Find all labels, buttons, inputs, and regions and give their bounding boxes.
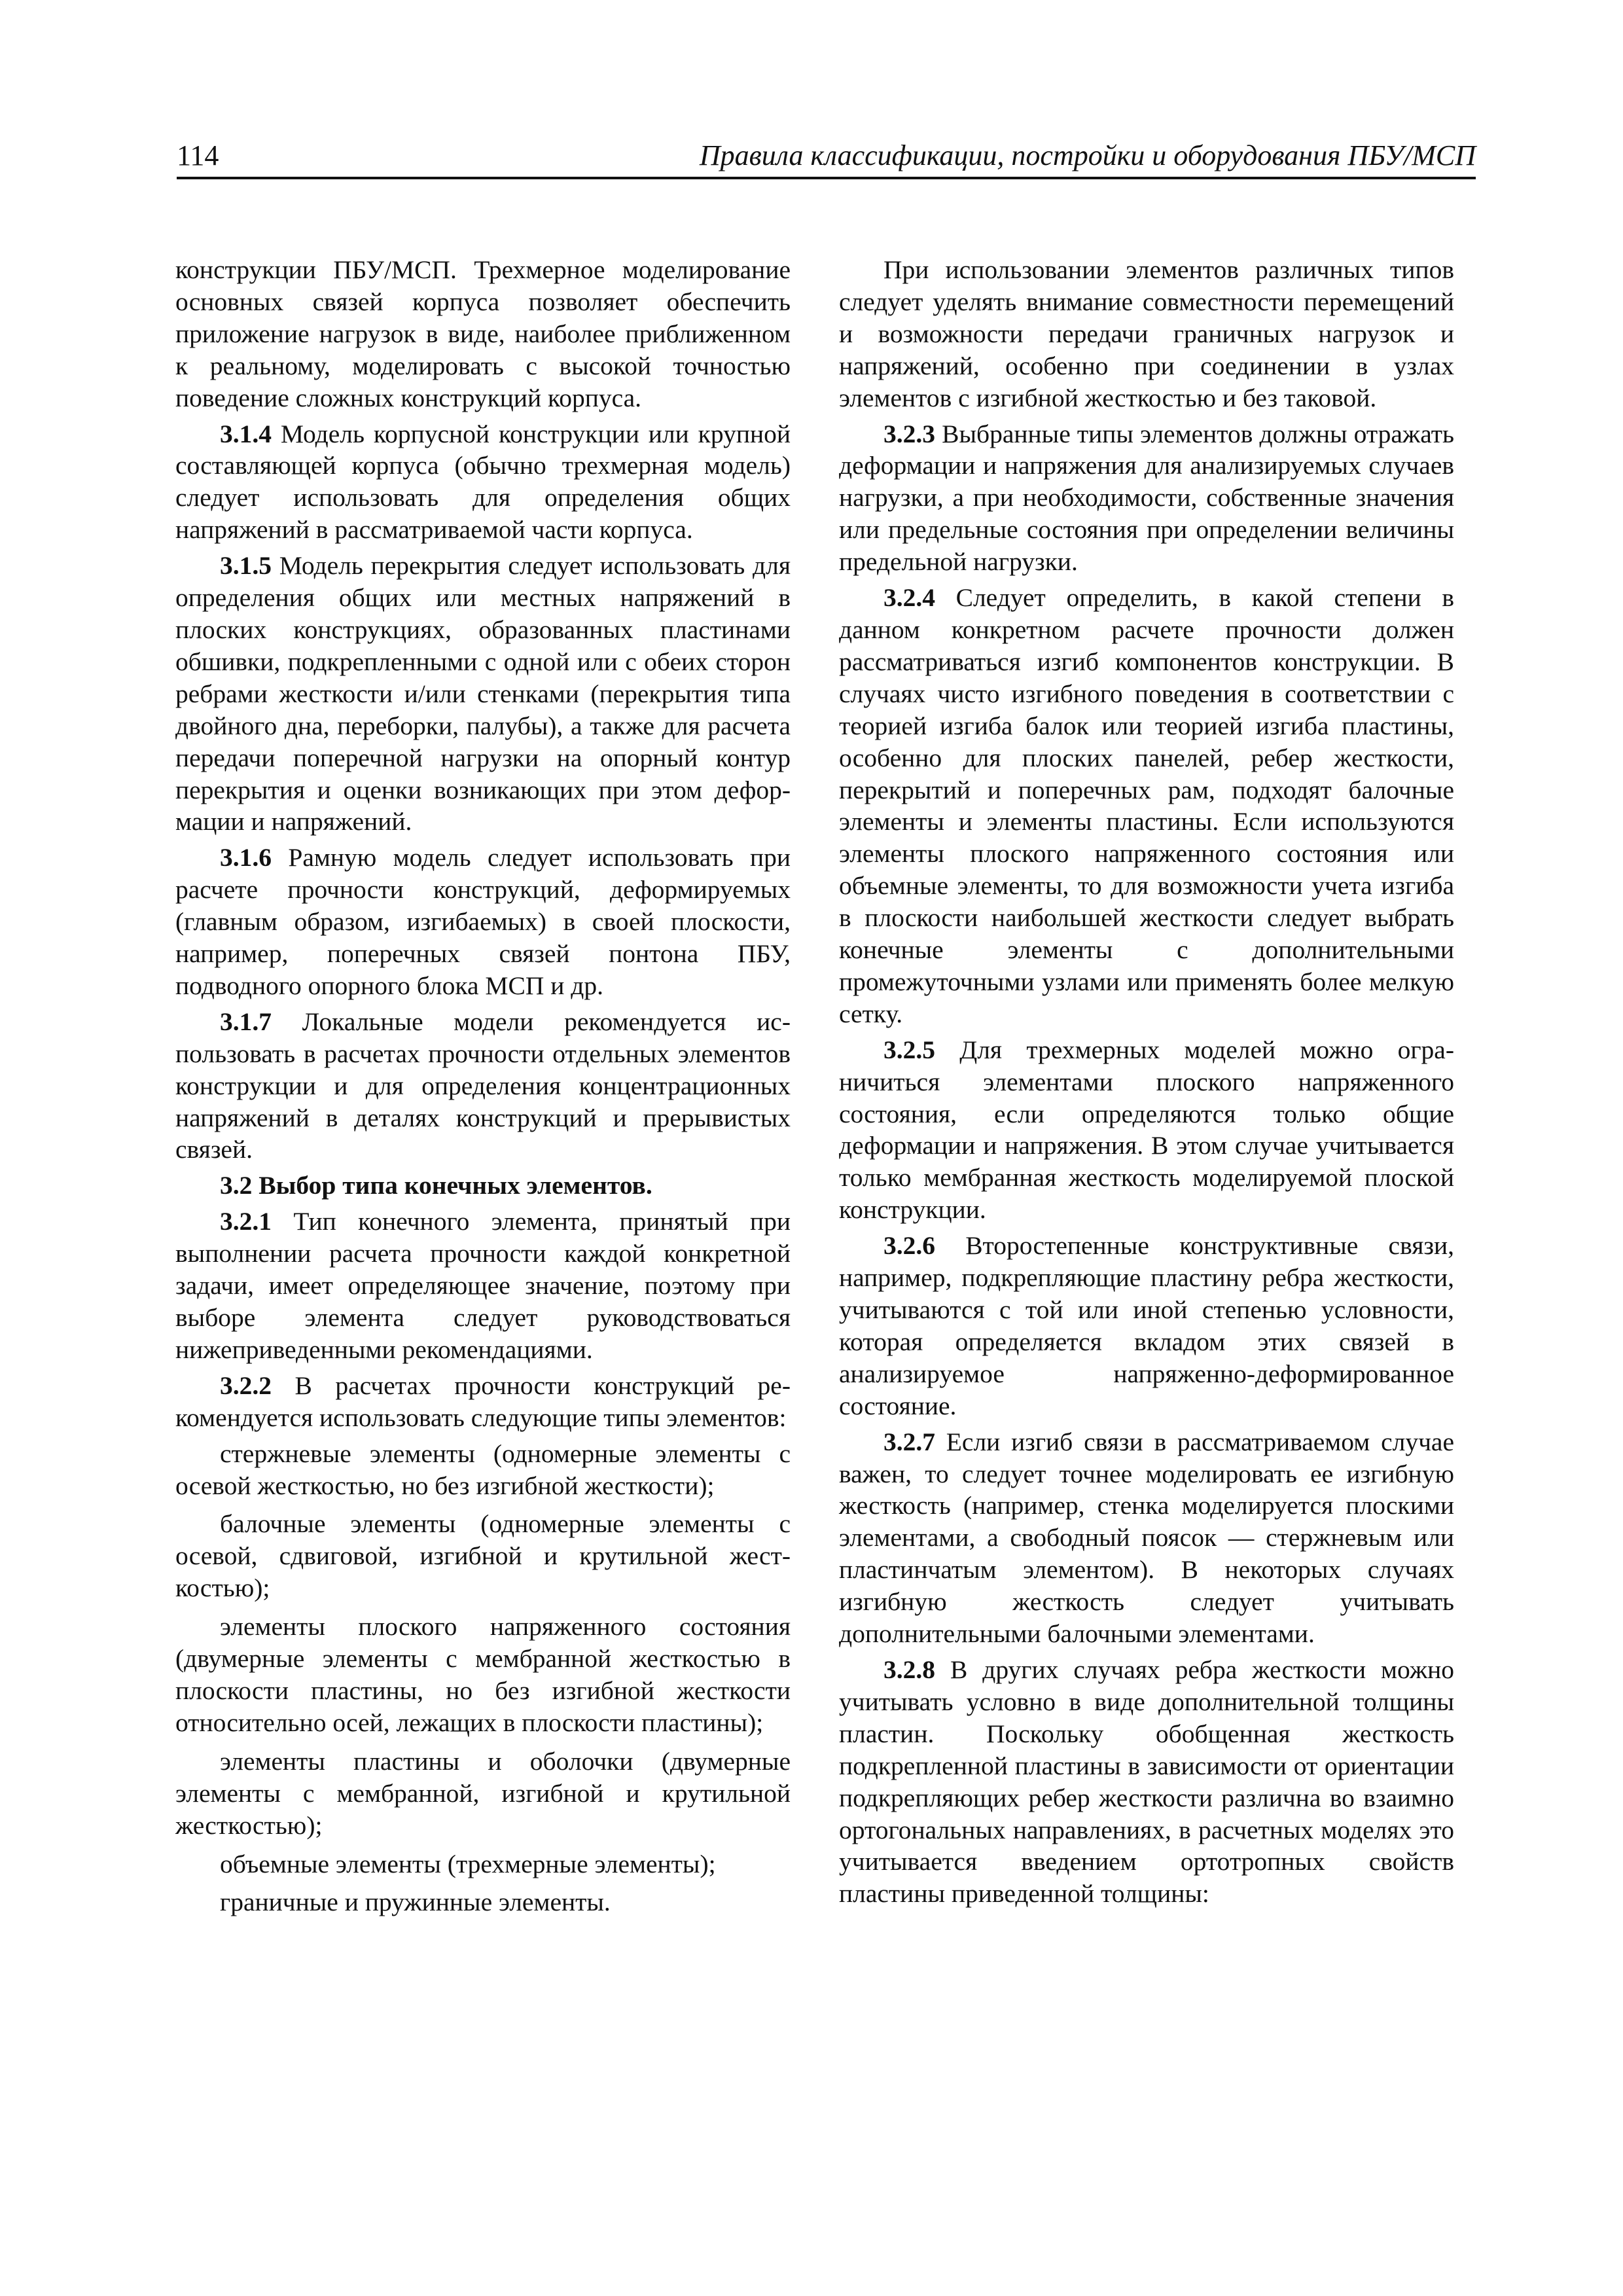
paragraph-3-2-3 — [839, 418, 1454, 579]
paragraph-3-2-8 — [839, 1654, 1454, 1910]
section-heading: 3.2 Выбор типа конечных элементов. — [220, 1171, 652, 1200]
clause-text: Для трехмерных моделей можно ограничиться элементами плоского напряженного состояния, если определяются только общие деформации и напряжения. В этом случае учитывается только мембранная жесткость моделируемой плоской конструкции. — [839, 1035, 1454, 1225]
list-item: граничные и пружинные элементы. — [220, 1888, 611, 1917]
clause-number: 3.1.6 — [220, 843, 272, 872]
clause-number: 3.2.3 — [883, 419, 935, 448]
paragraph: конструкции ПБУ/МСП. Трехмерное моделирование основных связей корпуса позволяет обеспечить приложение нагрузок в виде, наиболее приближенном к реальному, моделировать с высокой точностью поведение сложных конструкций корпуса. — [175, 255, 791, 412]
paragraph-3-2-6 — [839, 1230, 1454, 1422]
page-number: 114 — [177, 139, 219, 171]
clause-number: 3.2.4 — [883, 583, 935, 613]
clause-text: Модель корпусной конструкции или крупной составляющей корпуса (обычно трехмерная модель) следует использовать для определения общих напряжений в рассматриваемой части корпуса. — [175, 419, 791, 545]
paragraph-3-2-7 — [839, 1426, 1454, 1650]
clause-text: В расчетах прочности конструкций рекомендуется использовать следующие типы элементов: — [175, 1371, 791, 1432]
paragraph-3-1-4 — [175, 418, 791, 547]
clause-number: 3.2.5 — [883, 1035, 935, 1064]
list-item: элементы пластины и оболочки (двумерные элементы с мембранной, изгибной и крутильной жесткостью); — [175, 1746, 791, 1840]
clause-text: Если изгиб связи в рассматриваемом случае важен, то следует точнее моделировать ее изгибную жесткость (например, стенка моделируется плоскими элементами, а свободный поясок — стержневым или пластинчатым элементом). В некоторых случаях изгибную жесткость следует учитывать дополнительными балочными элементами. — [839, 1427, 1454, 1649]
list-item: стержневые элементы (одномерные элементы с осевой жесткостью, но без изгибной жесткости); — [175, 1439, 791, 1500]
paragraph-3-2-2 — [175, 1370, 791, 1434]
clause-number: 3.2.1 — [220, 1207, 272, 1236]
list-item: балочные элементы (одномерные элементы с осевой, сдвиговой, изгибной и крутильной жесткостью); — [175, 1509, 791, 1603]
paragraph: При использовании элементов различных типов следует уделять внимание совместности перемещений и возможности передачи граничных нагрузок и напряжений, особенно при соединении в узлах элементов с изгибной жесткостью и без таковой. — [839, 255, 1454, 412]
paragraph-3-2-1 — [175, 1206, 791, 1366]
clause-number: 3.2.8 — [883, 1655, 935, 1684]
running-header — [177, 134, 1476, 179]
clause-text: Тип конечного элемента, принятый при выполнении расчета прочности каждой конкретной задачи, имеет определяющее значение, поэтому при выборе элемента следует руководствоваться нижеприведенными рекомендациями. — [175, 1207, 791, 1364]
clause-number: 3.1.4 — [220, 419, 272, 448]
clause-number: 3.1.7 — [220, 1007, 272, 1036]
clause-text: Рамную модель следует использовать при расчете прочности конструкций, деформируемых (главным образом, изгибаемых) в своей плоскости, например, поперечных связей понтона ПБУ, подводного опорного блока МСП и др. — [175, 843, 791, 1000]
paragraph-3-1-7 — [175, 1006, 791, 1166]
clause-text: Модель перекрытия следует использовать для определения общих или местных напряжений в плоских конструкциях, образованных пластинами обшивки, подкрепленными с одной или с обеих сторон ребрами жесткости и/или стенками (перекрытия типа двойного дна, переборки, палубы), а также для расчета передачи поперечной нагрузки на опорный контур перекрытия и оценки возникающих при этом деформации и напряжений. — [175, 551, 791, 836]
paragraph-3-1-5 — [175, 550, 791, 838]
clause-text: Следует определить, в какой степени в данном конкретном расчете прочности должен рассматриваться изгиб компонентов конструкции. В случаях чисто изгибного поведения в соответствии с теорией изгиба балок или теорией изгиба пластины, особенно для плоских панелей, ребер жесткости, перекрытий и поперечных рам, подходят балочные элементы и элементы пластины. Если используются элементы плоского напряженного состояния или объемные элементы, то для возможности учета изгиба в плоскости наибольшей жесткости следует выбрать конечные элементы с дополнительными промежуточными узлами или применять более мелкую сетку. — [839, 583, 1454, 1028]
clause-text: В других случаях ребра жесткости можно учитывать условно в виде дополнительной толщины пластин. Поскольку обобщенная жесткость подкрепленной пластины в зависимости от ориентации подкрепляющих ребер жесткости различна во взаимно ортогональных направлениях, в расчетных моделях это учитывается введением ортотропных свойств пластины приведенной толщины: — [839, 1655, 1454, 1909]
right-column — [839, 254, 1454, 1914]
clause-text: Второстепенные конструктивные связи, например, подкрепляющие пластину ребра жесткости, учитываются с той или иной степенью условности, которая определяется вкладом этих связей в анализируемое напряженно-деформированное состояние. — [839, 1231, 1454, 1420]
list-item: элементы плоского напряженного состояния (двумерные элементы с мембранной жесткостью в плоскости пластины, но без изгибной жесткости относительно осей, лежащих в плоскости пластины); — [175, 1612, 791, 1737]
clause-text: Локальные модели рекомендуется использовать в расчетах прочности отдельных элементов конструкции и для определения концентрационных напряжений в деталях конструкций и прерывистых связей. — [175, 1007, 791, 1164]
running-title: Правила классификации, постройки и оборудования ПБУ/МСП — [699, 139, 1476, 171]
list-item: объемные элементы (трехмерные элементы); — [220, 1849, 716, 1878]
paragraph-3-2-5 — [839, 1034, 1454, 1226]
left-column — [175, 254, 791, 1925]
clause-number: 3.2.6 — [883, 1231, 935, 1261]
clause-number: 3.1.5 — [220, 551, 272, 581]
paragraph-3-1-6 — [175, 842, 791, 1002]
paragraph-3-2-4 — [839, 582, 1454, 1030]
clause-number: 3.2.7 — [883, 1427, 935, 1456]
clause-text: Выбранные типы элементов должны отражать деформации и напряжения для анализируемых случаев нагрузки, а при необходимости, собственные значения или предельные состояния при определении величины предельной нагрузки. — [839, 419, 1454, 577]
clause-number: 3.2.2 — [220, 1371, 272, 1400]
